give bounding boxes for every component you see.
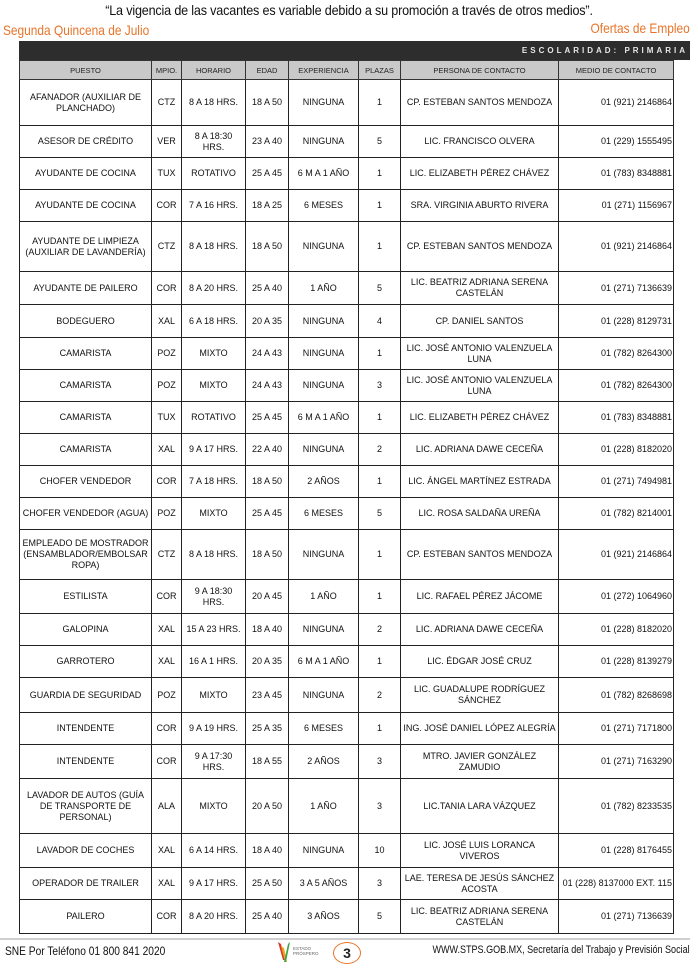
table-row [20, 466, 674, 498]
mpio-cell: COR [152, 272, 182, 305]
mpio-cell: POZ [152, 338, 182, 370]
horario-cell: MIXTO [182, 678, 246, 713]
horario-cell: ROTATIVO [182, 402, 246, 434]
logo-text: ESTADO PRÓSPERO [293, 946, 319, 956]
edad-cell: 25 A 40 [246, 272, 289, 305]
contact-phone-cell: 01 (271) 7136639 [559, 272, 674, 305]
experiencia-cell: NINGUNA [289, 126, 359, 158]
column-header: PERSONA DE CONTACTO [401, 61, 559, 80]
edad-cell: 23 A 40 [246, 126, 289, 158]
table-row [20, 222, 674, 272]
plazas-cell: 3 [359, 779, 401, 834]
table-row [20, 834, 674, 868]
mpio-cell: XAL [152, 646, 182, 678]
plazas-cell: 1 [359, 222, 401, 272]
puesto-cell: GARROTERO [20, 646, 152, 678]
edad-cell: 18 A 55 [246, 745, 289, 779]
column-header: HORARIO [182, 61, 246, 80]
horario-cell: 9 A 17 HRS. [182, 868, 246, 900]
contact-phone-cell: 01 (229) 1555495 [559, 126, 674, 158]
contact-phone-cell: 01 (271) 7163290 [559, 745, 674, 779]
table-row [20, 158, 674, 190]
puesto-cell: AYUDANTE DE COCINA [20, 158, 152, 190]
plazas-cell: 1 [359, 530, 401, 580]
mpio-cell: POZ [152, 370, 182, 402]
table-row [20, 305, 674, 338]
table-row [20, 80, 674, 126]
contact-phone-cell: 01 (921) 2146864 [559, 80, 674, 126]
page-number: 3 [333, 942, 361, 964]
contact-phone-cell: 01 (782) 8264300 [559, 338, 674, 370]
plazas-cell: 1 [359, 402, 401, 434]
table-row [20, 678, 674, 713]
edad-cell: 20 A 50 [246, 779, 289, 834]
experiencia-cell: 2 AÑOS [289, 745, 359, 779]
contact-phone-cell: 01 (228) 8139279 [559, 646, 674, 678]
contact-person-cell: LIC. ÁNGEL MARTÍNEZ ESTRADA [401, 466, 559, 498]
estado-prospero-logo [277, 940, 329, 966]
table-row [20, 434, 674, 466]
edad-cell: 20 A 45 [246, 580, 289, 614]
mpio-cell: COR [152, 580, 182, 614]
horario-cell: 9 A 17 HRS. [182, 434, 246, 466]
table-row [20, 900, 674, 934]
horario-cell: 7 A 18 HRS. [182, 466, 246, 498]
edad-cell: 25 A 35 [246, 713, 289, 745]
contact-phone-cell: 01 (783) 8348881 [559, 402, 674, 434]
contact-phone-cell: 01 (271) 7136639 [559, 900, 674, 934]
plazas-cell: 2 [359, 678, 401, 713]
puesto-cell: GALOPINA [20, 614, 152, 646]
mpio-cell: COR [152, 190, 182, 222]
contact-person-cell: LIC. BEATRIZ ADRIANA SERENA CASTELÁN [401, 900, 559, 934]
experiencia-cell: NINGUNA [289, 80, 359, 126]
experiencia-cell: 3 A 5 AÑOS [289, 868, 359, 900]
table-row [20, 779, 674, 834]
plazas-cell: 5 [359, 900, 401, 934]
contact-phone-cell: 01 (921) 2146864 [559, 222, 674, 272]
plazas-cell: 1 [359, 80, 401, 126]
table-row [20, 868, 674, 900]
mpio-cell: XAL [152, 305, 182, 338]
contact-person-cell: LIC. JOSÉ LUIS LORANCA VIVEROS [401, 834, 559, 868]
contact-phone-cell: 01 (228) 8129731 [559, 305, 674, 338]
column-header: EDAD [246, 61, 289, 80]
table-row [20, 498, 674, 530]
contact-person-cell: LIC. JOSÉ ANTONIO VALENZUELA LUNA [401, 338, 559, 370]
mpio-cell: XAL [152, 614, 182, 646]
experiencia-cell: NINGUNA [289, 305, 359, 338]
contact-phone-cell: 01 (782) 8214001 [559, 498, 674, 530]
contact-phone-cell: 01 (921) 2146864 [559, 530, 674, 580]
experiencia-cell: 3 AÑOS [289, 900, 359, 934]
edad-cell: 18 A 50 [246, 530, 289, 580]
puesto-cell: AYUDANTE DE LIMPIEZA (AUXILIAR DE LAVANDERÍA) [20, 222, 152, 272]
puesto-cell: CAMARISTA [20, 338, 152, 370]
mpio-cell: XAL [152, 434, 182, 466]
contact-person-cell: LIC. RAFAEL PÉREZ JÁCOME [401, 580, 559, 614]
puesto-cell: AYUDANTE DE PAILERO [20, 272, 152, 305]
contact-phone-cell: 01 (228) 8176455 [559, 834, 674, 868]
plazas-cell: 1 [359, 580, 401, 614]
contact-phone-cell: 01 (783) 8348881 [559, 158, 674, 190]
experiencia-cell: NINGUNA [289, 530, 359, 580]
footer-divider [0, 938, 690, 940]
table-row [20, 614, 674, 646]
horario-cell: MIXTO [182, 779, 246, 834]
puesto-cell: CAMARISTA [20, 402, 152, 434]
puesto-cell: INTENDENTE [20, 745, 152, 779]
contact-person-cell: SRA. VIRGINIA ABURTO RIVERA [401, 190, 559, 222]
plazas-cell: 2 [359, 434, 401, 466]
horario-cell: 8 A 18 HRS. [182, 222, 246, 272]
mpio-cell: ALA [152, 779, 182, 834]
edad-cell: 22 A 40 [246, 434, 289, 466]
schooling-bar: ESCOLARIDAD: PRIMARIA [19, 41, 690, 60]
period-label: Segunda Quincena de Julio [3, 22, 150, 38]
experiencia-cell: NINGUNA [289, 678, 359, 713]
mpio-cell: CTZ [152, 222, 182, 272]
table-row [20, 530, 674, 580]
mpio-cell: XAL [152, 834, 182, 868]
experiencia-cell: NINGUNA [289, 222, 359, 272]
mpio-cell: CTZ [152, 80, 182, 126]
puesto-cell: GUARDIA DE SEGURIDAD [20, 678, 152, 713]
mpio-cell: POZ [152, 498, 182, 530]
horario-cell: 8 A 18 HRS. [182, 530, 246, 580]
table-row [20, 370, 674, 402]
experiencia-cell: 1 AÑO [289, 272, 359, 305]
job-offers-table [19, 60, 674, 934]
contact-phone-cell: 01 (271) 7494981 [559, 466, 674, 498]
edad-cell: 18 A 50 [246, 466, 289, 498]
plazas-cell: 10 [359, 834, 401, 868]
horario-cell: MIXTO [182, 498, 246, 530]
plazas-cell: 1 [359, 646, 401, 678]
plazas-cell: 1 [359, 190, 401, 222]
contact-phone-cell: 01 (782) 8268698 [559, 678, 674, 713]
vacancy-validity-notice: “La vigencia de las vacantes es variable debido a su promoción a través de otros medios”. [105, 2, 593, 18]
contact-person-cell: LIC. ELIZABETH PÉREZ CHÁVEZ [401, 158, 559, 190]
experiencia-cell: 1 AÑO [289, 779, 359, 834]
puesto-cell: EMPLEADO DE MOSTRADOR (ENSAMBLADOR/EMBOLSAR ROPA) [20, 530, 152, 580]
plazas-cell: 5 [359, 272, 401, 305]
mpio-cell: TUX [152, 158, 182, 190]
plazas-cell: 1 [359, 338, 401, 370]
contact-person-cell: LIC. ÉDGAR JOSÉ CRUZ [401, 646, 559, 678]
horario-cell: 6 A 18 HRS. [182, 305, 246, 338]
puesto-cell: INTENDENTE [20, 713, 152, 745]
table-row [20, 338, 674, 370]
edad-cell: 18 A 50 [246, 222, 289, 272]
column-header: EXPERIENCIA [289, 61, 359, 80]
experiencia-cell: 6 MESES [289, 190, 359, 222]
contact-phone-cell: 01 (782) 8264300 [559, 370, 674, 402]
edad-cell: 20 A 35 [246, 646, 289, 678]
horario-cell: 6 A 14 HRS. [182, 834, 246, 868]
contact-person-cell: CP. ESTEBAN SANTOS MENDOZA [401, 222, 559, 272]
mpio-cell: COR [152, 900, 182, 934]
puesto-cell: CHOFER VENDEDOR [20, 466, 152, 498]
contact-person-cell: LIC. ELIZABETH PÉREZ CHÁVEZ [401, 402, 559, 434]
contact-phone-cell: 01 (272) 1064960 [559, 580, 674, 614]
horario-cell: 9 A 17:30 HRS. [182, 745, 246, 779]
experiencia-cell: 6 M A 1 AÑO [289, 402, 359, 434]
mpio-cell: COR [152, 745, 182, 779]
contact-person-cell: CP. DANIEL SANTOS [401, 305, 559, 338]
horario-cell: 8 A 18:30 HRS. [182, 126, 246, 158]
edad-cell: 18 A 50 [246, 80, 289, 126]
mpio-cell: CTZ [152, 530, 182, 580]
experiencia-cell: NINGUNA [289, 338, 359, 370]
plazas-cell: 1 [359, 466, 401, 498]
horario-cell: MIXTO [182, 370, 246, 402]
puesto-cell: AYUDANTE DE COCINA [20, 190, 152, 222]
edad-cell: 20 A 35 [246, 305, 289, 338]
edad-cell: 23 A 45 [246, 678, 289, 713]
contact-person-cell: ING. JOSÉ DANIEL LÓPEZ ALEGRÍA [401, 713, 559, 745]
plazas-cell: 3 [359, 370, 401, 402]
horario-cell: 16 A 1 HRS. [182, 646, 246, 678]
contact-person-cell: LIC. GUADALUPE RODRÍGUEZ SÁNCHEZ [401, 678, 559, 713]
puesto-cell: ASESOR DE CRÉDITO [20, 126, 152, 158]
edad-cell: 25 A 45 [246, 498, 289, 530]
table-row [20, 190, 674, 222]
puesto-cell: AFANADOR (AUXILIAR DE PLANCHADO) [20, 80, 152, 126]
horario-cell: 8 A 20 HRS. [182, 272, 246, 305]
mpio-cell: POZ [152, 678, 182, 713]
puesto-cell: PAILERO [20, 900, 152, 934]
table-header-row [20, 61, 674, 80]
experiencia-cell: 1 AÑO [289, 580, 359, 614]
contact-person-cell: LIC. FRANCISCO OLVERA [401, 126, 559, 158]
experiencia-cell: 6 MESES [289, 713, 359, 745]
contact-person-cell: LAE. TERESA DE JESÚS SÁNCHEZ ACOSTA [401, 868, 559, 900]
column-header: MPIO. [152, 61, 182, 80]
edad-cell: 25 A 45 [246, 158, 289, 190]
edad-cell: 18 A 40 [246, 614, 289, 646]
logo-mark-icon [277, 940, 291, 964]
contact-person-cell: LIC. ADRIANA DAWE CECEÑA [401, 434, 559, 466]
contact-phone-cell: 01 (228) 8137000 EXT. 115 [559, 868, 674, 900]
table-row [20, 646, 674, 678]
puesto-cell: ESTILISTA [20, 580, 152, 614]
table-row [20, 402, 674, 434]
table-row [20, 580, 674, 614]
contact-person-cell: MTRO. JAVIER GONZÁLEZ ZAMUDIO [401, 745, 559, 779]
mpio-cell: VER [152, 126, 182, 158]
column-header: MEDIO DE CONTACTO [559, 61, 674, 80]
contact-person-cell: LIC. ROSA SALDAÑA UREÑA [401, 498, 559, 530]
plazas-cell: 5 [359, 126, 401, 158]
mpio-cell: TUX [152, 402, 182, 434]
column-header: PLAZAS [359, 61, 401, 80]
table-row [20, 745, 674, 779]
horario-cell: MIXTO [182, 338, 246, 370]
plazas-cell: 5 [359, 498, 401, 530]
section-title: Ofertas de Empleo [590, 20, 690, 36]
plazas-cell: 3 [359, 868, 401, 900]
footer-website-line: WWW.STPS.GOB.MX, Secretaría del Trabajo y Previsión Social [432, 944, 690, 956]
experiencia-cell: NINGUNA [289, 834, 359, 868]
puesto-cell: LAVADOR DE AUTOS (GUÍA DE TRANSPORTE DE PERSONAL) [20, 779, 152, 834]
horario-cell: 9 A 19 HRS. [182, 713, 246, 745]
experiencia-cell: 6 MESES [289, 498, 359, 530]
puesto-cell: CAMARISTA [20, 434, 152, 466]
edad-cell: 24 A 43 [246, 338, 289, 370]
edad-cell: 24 A 43 [246, 370, 289, 402]
horario-cell: 8 A 20 HRS. [182, 900, 246, 934]
contact-phone-cell: 01 (782) 8233535 [559, 779, 674, 834]
edad-cell: 18 A 40 [246, 834, 289, 868]
contact-phone-cell: 01 (228) 8182020 [559, 614, 674, 646]
contact-person-cell: LIC.TANIA LARA VÁZQUEZ [401, 779, 559, 834]
puesto-cell: LAVADOR DE COCHES [20, 834, 152, 868]
plazas-cell: 3 [359, 745, 401, 779]
contact-person-cell: LIC. BEATRIZ ADRIANA SERENA CASTELÁN [401, 272, 559, 305]
puesto-cell: CAMARISTA [20, 370, 152, 402]
table-row [20, 126, 674, 158]
contact-person-cell: CP. ESTEBAN SANTOS MENDOZA [401, 80, 559, 126]
plazas-cell: 1 [359, 158, 401, 190]
column-header: PUESTO [20, 61, 152, 80]
experiencia-cell: NINGUNA [289, 434, 359, 466]
mpio-cell: XAL [152, 868, 182, 900]
contact-person-cell: LIC. ADRIANA DAWE CECEÑA [401, 614, 559, 646]
experiencia-cell: 6 M A 1 AÑO [289, 158, 359, 190]
table-row [20, 713, 674, 745]
horario-cell: 7 A 16 HRS. [182, 190, 246, 222]
mpio-cell: COR [152, 713, 182, 745]
horario-cell: 9 A 18:30 HRS. [182, 580, 246, 614]
horario-cell: 8 A 18 HRS. [182, 80, 246, 126]
horario-cell: 15 A 23 HRS. [182, 614, 246, 646]
experiencia-cell: NINGUNA [289, 614, 359, 646]
contact-person-cell: LIC. JOSÉ ANTONIO VALENZUELA LUNA [401, 370, 559, 402]
footer-phone-line: SNE Por Teléfono 01 800 841 2020 [5, 944, 166, 958]
edad-cell: 18 A 25 [246, 190, 289, 222]
puesto-cell: CHOFER VENDEDOR (AGUA) [20, 498, 152, 530]
edad-cell: 25 A 50 [246, 868, 289, 900]
contact-phone-cell: 01 (228) 8182020 [559, 434, 674, 466]
edad-cell: 25 A 45 [246, 402, 289, 434]
table-body [20, 80, 674, 934]
horario-cell: ROTATIVO [182, 158, 246, 190]
puesto-cell: OPERADOR DE TRAILER [20, 868, 152, 900]
contact-person-cell: CP. ESTEBAN SANTOS MENDOZA [401, 530, 559, 580]
mpio-cell: COR [152, 466, 182, 498]
table-row [20, 272, 674, 305]
contact-phone-cell: 01 (271) 7171800 [559, 713, 674, 745]
experiencia-cell: 2 AÑOS [289, 466, 359, 498]
experiencia-cell: NINGUNA [289, 370, 359, 402]
puesto-cell: BODEGUERO [20, 305, 152, 338]
plazas-cell: 4 [359, 305, 401, 338]
edad-cell: 25 A 40 [246, 900, 289, 934]
plazas-cell: 1 [359, 713, 401, 745]
experiencia-cell: 6 M A 1 AÑO [289, 646, 359, 678]
plazas-cell: 2 [359, 614, 401, 646]
contact-phone-cell: 01 (271) 1156967 [559, 190, 674, 222]
